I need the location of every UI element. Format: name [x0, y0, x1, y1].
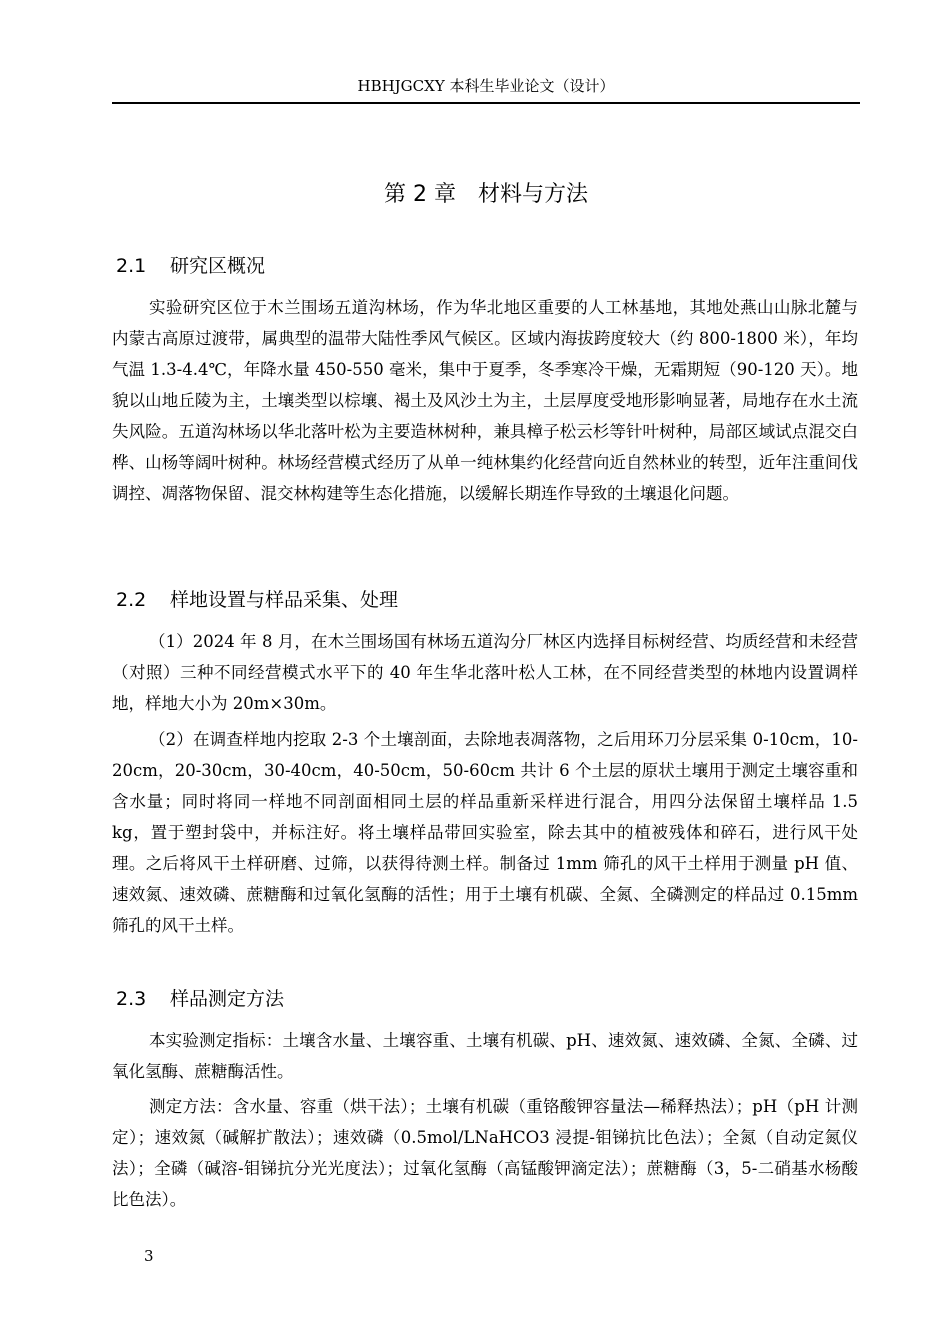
- page-header: [112, 76, 860, 104]
- section-title: 研究区概况: [170, 255, 266, 277]
- paragraph: （2）在调查样地内挖取 2-3 个土壤剖面，去除地表凋落物，之后用环刀分层采集 0-10cm，10-20cm，20-30cm，30-40cm，40-50cm，50-60cm 共计 6 个土层的原状土壤用于测定土壤容重和含水量；同时将同一样地不同剖面相同土层的样品重新采样进行混合，用四分法保留土壤样品 1.5 kg，置于塑封袋中，并标注好。将土壤样品带回实验室，除去其中的植被残体和碎石，进行风干处理。之后将风干土样研磨、过筛，以获得待测土样。制备过 1mm 筛孔的风干土样用于测量 pH 值、速效氮、速效磷、蔗糖酶和过氧化氢酶的活性；用于土壤有机碳、全氮、全磷测定的样品过 0.15mm 筛孔的风干土样。: [112, 730, 858, 935]
- header-text: HBHJGCXY 本科生毕业论文（设计）: [357, 77, 615, 95]
- page-number: 3: [144, 1247, 154, 1265]
- section-heading-2-3: [116, 985, 284, 1013]
- section-heading-2-2: [116, 586, 398, 614]
- section-number: 2.2: [116, 589, 147, 611]
- section-number: 2.1: [116, 255, 147, 277]
- section-title: 样地设置与样品采集、处理: [170, 589, 399, 611]
- section-title: 样品测定方法: [170, 988, 285, 1010]
- section-heading-2-1: [116, 252, 265, 280]
- paragraph: 测定方法：含水量、容重（烘干法）；土壤有机碳（重铬酸钾容量法—稀释热法）；pH（pH 计测定）；速效氮（碱解扩散法）；速效磷（0.5mol/LNaHCO3 浸提-钼锑抗比色法）；全氮（自动定氮仪法）；全磷（碱溶-钼锑抗分光光度法）；过氧化氢酶（高锰酸钾滴定法）；蔗糖酶（3，5-二硝基水杨酸比色法）。: [112, 1097, 858, 1209]
- chapter-title: 第 2 章 材料与方法: [384, 182, 588, 207]
- paragraph: 本实验测定指标：土壤含水量、土壤容重、土壤有机碳、pH、速效氮、速效磷、全氮、全磷、过氧化氢酶、蔗糖酶活性。: [112, 1031, 858, 1081]
- paragraph: （1）2024 年 8 月，在木兰围场国有林场五道沟分厂林区内选择目标树经营、均质经营和未经营（对照）三种不同经营模式水平下的 40 年生华北落叶松人工林，在不同经营类型的林地内设置调样地，样地大小为 20m×30m。: [112, 632, 858, 713]
- paragraph: 实验研究区位于木兰围场五道沟林场，作为华北地区重要的人工林基地，其地处燕山山脉北麓与内蒙古高原过渡带，属典型的温带大陆性季风气候区。区域内海拔跨度较大（约 800-1800 米），年均气温 1.3-4.4℃，年降水量 450-550 毫米，集中于夏季，冬季寒冷干燥，无霜期短（90-120 天）。地貌以山地丘陵为主，土壤类型以棕壤、褐土及风沙土为主，土层厚度受地形影响显著，局地存在水土流失风险。五道沟林场以华北落叶松为主要造林树种，兼具樟子松云杉等针叶树种，局部区域试点混交白桦、山杨等阔叶树种。林场经营模式经历了从单一纯林集约化经营向近自然林业的转型，近年注重间伐调控、凋落物保留、混交林构建等生态化措施，以缓解长期连作导致的土壤退化问题。: [112, 298, 858, 503]
- section-number: 2.3: [116, 988, 147, 1010]
